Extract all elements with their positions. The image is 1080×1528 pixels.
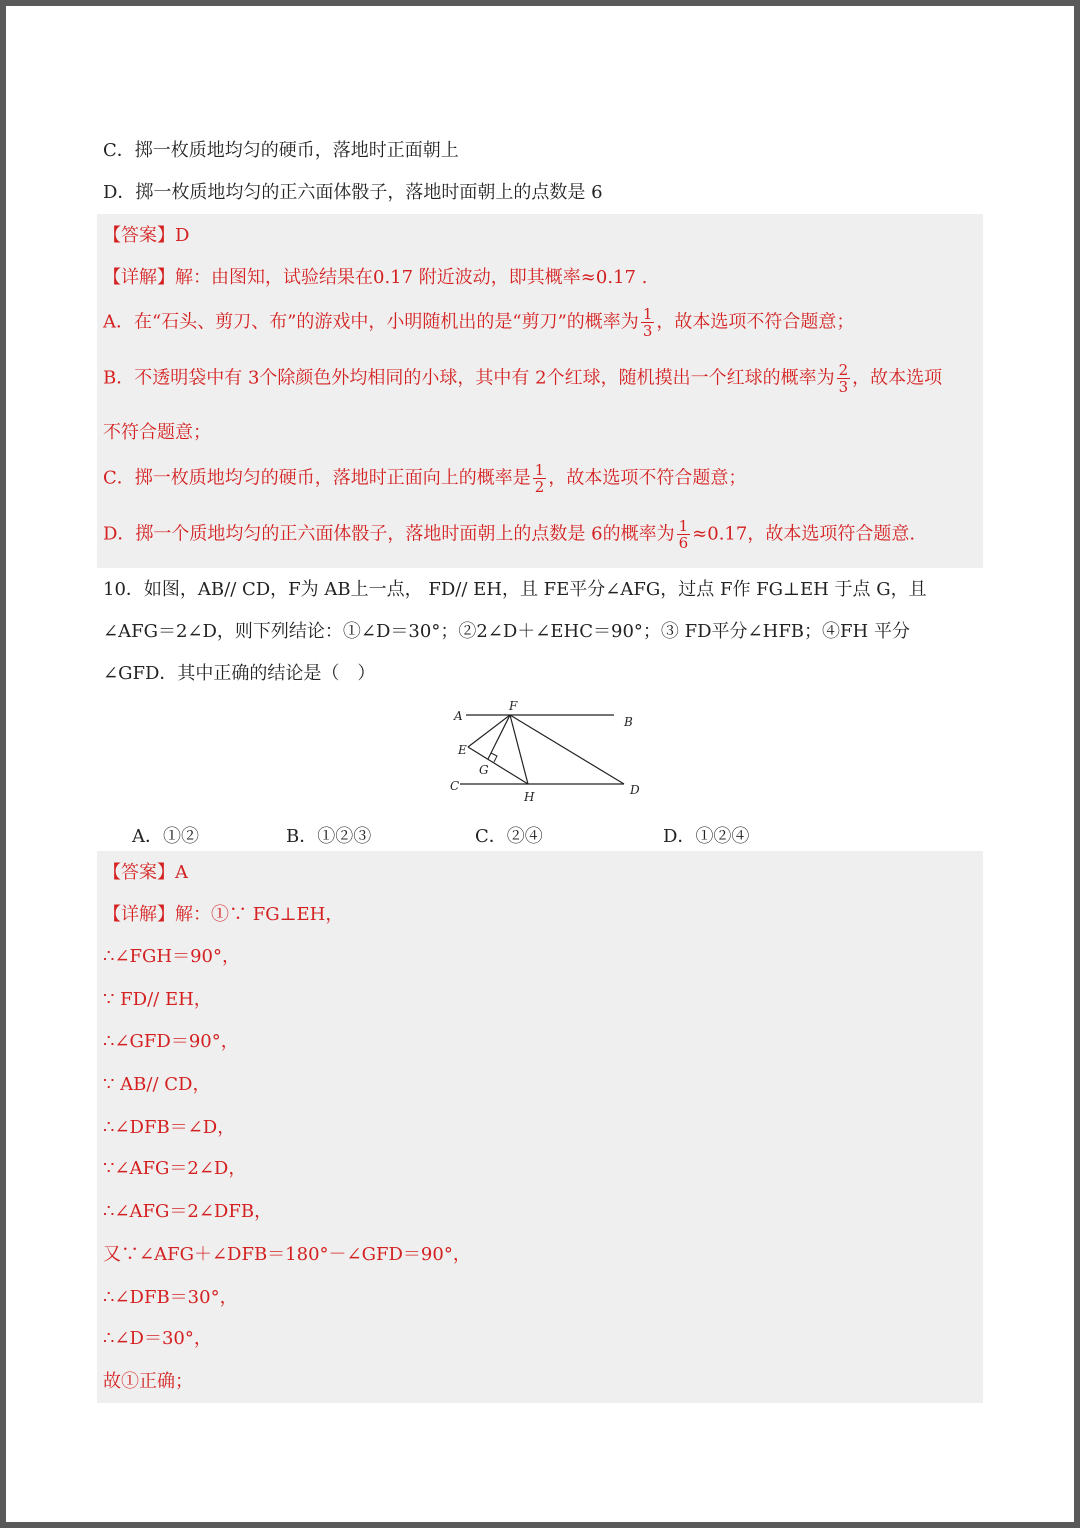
label-f: F <box>509 699 518 713</box>
fraction-c: $\frac{1}{2}$ <box>534 461 545 496</box>
answer-tag: 【答案】 <box>103 225 175 246</box>
detail-10-step-7: ∴∠AFG＝2∠DFB， <box>103 1201 273 1222</box>
detail-a-text: A．在“石头、剪刀、布”的游戏中，小明随机出的是“剪刀”的概率为 <box>103 311 639 333</box>
line-fh <box>510 715 528 784</box>
label-h: H <box>524 790 535 804</box>
detail-10-step-1: ∴∠FGH＝90°， <box>103 946 241 967</box>
detail-tag: 【详解】 <box>103 267 175 288</box>
q9-option-c: C．掷一枚质地均匀的硬币，落地时正面朝上 <box>103 140 459 161</box>
label-g: G <box>479 763 489 777</box>
q10-line-2: ∠AFG＝2∠D，则下列结论：①∠D＝30°；②2∠D＋∠EHC＝90°；③ FD平分∠HFB；④FH 平分 <box>103 621 910 642</box>
detail-10-step-4: ∵ AB// CD， <box>103 1074 211 1095</box>
detail-d-post: ≈0.17，故本选项符合题意. <box>692 523 916 545</box>
detail-10-step-9: ∴∠DFB＝30°， <box>103 1287 238 1308</box>
q10-option-b: B．①②③ <box>286 826 372 847</box>
q10-option-a: A．①② <box>132 826 199 847</box>
detail-10-step-8: 又∵∠AFG＋∠DFB＝180°－∠GFD＝90°， <box>103 1244 471 1265</box>
answer-9-line <box>103 223 189 249</box>
right-angle-mark <box>491 753 497 762</box>
document-page <box>6 6 1074 1522</box>
label-b: B <box>624 715 633 729</box>
detail-c-text: C．掷一枚质地均匀的硬币，落地时正面向上的概率是 <box>103 467 531 489</box>
detail-10-step-10: ∴∠D＝30°， <box>103 1328 212 1349</box>
answer-value: A <box>175 862 188 883</box>
detail-9-intro <box>103 265 647 291</box>
detail-9-b-cont: 不符合题意； <box>103 422 211 443</box>
detail-10-step-3: ∴∠GFD＝90°， <box>103 1031 239 1052</box>
q10-option-c: C．②④ <box>475 826 543 847</box>
detail-10-step-0: 【详解】解：①∵ FG⊥EH， <box>103 904 344 925</box>
detail-10-step-5: ∴∠DFB＝∠D， <box>103 1117 236 1138</box>
fraction-d: $\frac{1}{6}$ <box>678 517 689 552</box>
answer-10-line <box>103 860 188 886</box>
detail-c-post: ，故本选项不符合题意； <box>548 467 747 489</box>
detail-9-b <box>103 362 942 395</box>
answer-tag: 【答案】 <box>103 862 175 883</box>
detail-10-step-2: ∵ FD// EH， <box>103 989 212 1010</box>
label-d: D <box>630 783 640 797</box>
q9-option-d: D．掷一枚质地均匀的正六面体骰子，落地时面朝上的点数是 6 <box>103 182 603 203</box>
detail-b-post: ，故本选项 <box>852 367 943 389</box>
label-a: A <box>454 709 463 723</box>
detail-intro: 解：由图知，试验结果在0.17 附近波动，即其概率≈0.17 . <box>175 267 648 288</box>
detail-9-a <box>103 306 854 339</box>
answer-value: D <box>175 225 190 246</box>
q10-line-3: ∠GFD．其中正确的结论是（ ） <box>103 663 376 684</box>
q10-option-d: D．①②④ <box>663 826 750 847</box>
detail-b-text: B．不透明袋中有 3个除颜色外均相同的小球，其中有 2个红球，随机摸出一个红球的概率为 <box>103 367 835 389</box>
label-c: C <box>450 779 460 793</box>
detail-10-step-11: 故①正确； <box>103 1371 193 1392</box>
line-fg <box>488 715 510 759</box>
detail-a-post: ，故本选项不符合题意； <box>656 311 855 333</box>
line-eh <box>468 747 528 784</box>
detail-9-d <box>103 518 915 551</box>
detail-10-step-6: ∵∠AFG＝2∠D， <box>103 1158 247 1179</box>
fraction-a: $\frac{1}{3}$ <box>642 305 653 340</box>
geometry-figure <box>436 696 656 806</box>
q10-line-1: 10．如图，AB// CD，F为 AB上一点， FD// EH，且 FE平分∠AFG，过点 F作 FG⊥EH 于点 G，且 <box>103 579 927 600</box>
line-fd <box>510 715 624 784</box>
line-fe <box>468 715 510 747</box>
detail-9-c <box>103 462 746 495</box>
label-e: E <box>458 743 467 757</box>
detail-d-text: D．掷一个质地均匀的正六面体骰子，落地时面朝上的点数是 6的概率为 <box>103 523 675 545</box>
detail-tag: 【详解】 <box>103 904 175 925</box>
fraction-b: $\frac{2}{3}$ <box>838 361 849 396</box>
